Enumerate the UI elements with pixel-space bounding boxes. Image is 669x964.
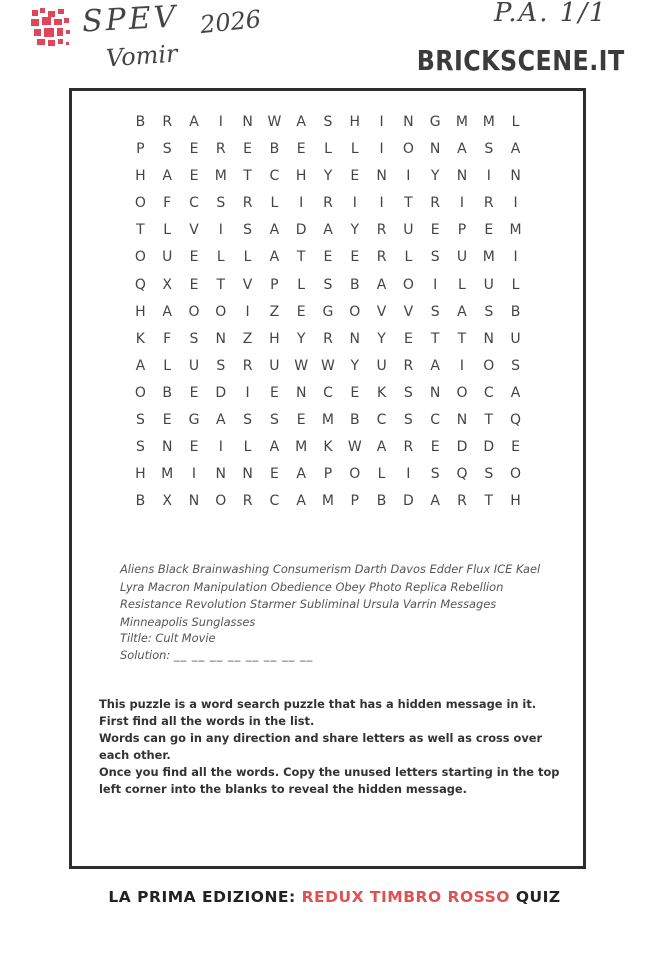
grid-cell: L (350, 141, 359, 158)
grid-cell: Y (377, 330, 386, 347)
grid-cell: R (376, 249, 387, 266)
grid-cell: V (242, 276, 253, 293)
grid-cell: L (216, 249, 225, 266)
grid-cell: L (324, 141, 332, 158)
grid-cell: A (430, 493, 440, 510)
grid-cell: P (457, 222, 467, 239)
grid-cell: A (430, 357, 440, 374)
grid-cell: C (483, 384, 494, 401)
grid-cell: H (510, 493, 521, 510)
grid-cell: B (349, 276, 360, 293)
grid-cell: A (162, 168, 172, 185)
grid-cell: R (376, 222, 387, 239)
grid-cell: A (162, 303, 172, 320)
grid-cell: N (161, 439, 173, 456)
grid-cell: F (163, 195, 172, 212)
grid-cell: A (216, 412, 226, 429)
grid-cell: D (215, 384, 227, 401)
grid-cell: Q (510, 412, 522, 429)
grid-cell: T (430, 330, 440, 347)
puzzle-title: Tiltle: Cult Movie (120, 631, 216, 645)
grid-cell: T (457, 330, 467, 347)
grid-cell: S (484, 303, 494, 320)
grid-cell: D (456, 439, 468, 456)
footer-part-3: QUIZ (509, 888, 561, 906)
grid-cell: I (406, 466, 411, 483)
grid-cell: R (457, 493, 467, 510)
grid-cell: B (135, 114, 146, 130)
grid-cell: N (483, 330, 494, 347)
instructions (99, 696, 569, 798)
grid-cell: S (430, 303, 440, 320)
grid-cell: M (482, 114, 495, 130)
grid-cell: R (242, 195, 253, 212)
solution-blanks: __ __ __ __ __ __ __ __ (173, 648, 314, 662)
grid-cell: O (456, 384, 468, 401)
grid-cell: A (269, 249, 280, 266)
grid-cell: I (513, 195, 518, 212)
grid-cell: U (510, 330, 521, 347)
grid-cell: O (134, 249, 146, 266)
grid-cell: W (321, 357, 335, 374)
grid-cell: M (482, 249, 495, 266)
grid-cell: H (135, 168, 146, 185)
puzzle-frame (69, 88, 586, 869)
handwritten-page-number: P.A. 1/1 (494, 0, 608, 28)
grid-cell: G (322, 303, 334, 320)
grid-cell: S (430, 466, 440, 483)
grid-cell: Y (430, 168, 440, 185)
handwritten-note-1: SPEV (81, 0, 180, 40)
grid-cell: A (510, 141, 521, 158)
grid-cell: R (430, 195, 441, 212)
grid-cell: A (376, 439, 387, 456)
grid-cell: V (376, 303, 387, 320)
grid-cell: G (188, 412, 200, 429)
handwritten-year: 2026 (198, 4, 263, 40)
footer-part-1: LA PRIMA EDIZIONE: (108, 888, 302, 906)
grid-cell: E (189, 249, 199, 266)
grid-cell: I (218, 222, 223, 239)
grid-cell: P (350, 493, 359, 510)
grid-cell: L (458, 276, 466, 293)
grid-cell: M (295, 439, 308, 456)
footer-part-2: REDUX TIMBRO ROSSO (301, 888, 510, 906)
grid-cell: A (376, 276, 387, 293)
grid-cell: M (509, 222, 522, 239)
grid-cell: Y (296, 330, 306, 347)
solution-label: Solution: (120, 648, 171, 662)
grid-cell: S (243, 412, 253, 429)
grid-cell: N (215, 466, 227, 483)
word-list: Aliens Black Brainwashing Consumerism Darth Davos Edder Flux ICE Kael Lyra Macron Manipulation Obedience Obey Photo Replica Rebellion Resistance Revolution Starmer Subliminal Ursula Varrin Messages Minneapolis Sunglasses (120, 562, 541, 629)
grid-cell: W (347, 439, 362, 456)
grid-cell: O (483, 357, 495, 374)
grid-cell: A (296, 493, 306, 510)
grid-cell: I (406, 168, 411, 185)
grid-cell: N (188, 493, 200, 510)
grid-cell: C (376, 412, 387, 429)
grid-cell: N (456, 168, 468, 185)
grid-cell: H (135, 466, 146, 483)
grid-cell: O (349, 466, 361, 483)
grid-cell: O (215, 493, 227, 510)
grid-cell: E (350, 168, 360, 185)
grid-cell: P (136, 141, 145, 158)
footer-banner (0, 888, 669, 906)
brand-logo: BRICKSCENE.IT (417, 44, 625, 77)
grid-cell: E (296, 412, 306, 429)
grid-cell: E (162, 412, 172, 429)
grid-cell: A (296, 114, 306, 130)
grid-cell: E (511, 439, 520, 456)
grid-cell: B (376, 493, 387, 510)
grid-cell: Z (269, 303, 280, 320)
grid-cell: L (297, 276, 306, 293)
grid-cell: W (294, 357, 309, 374)
grid-cell: R (162, 114, 173, 130)
grid-cell: M (214, 168, 227, 185)
grid-cell: N (429, 141, 441, 158)
grid-cell: N (456, 412, 468, 429)
grid-cell: L (163, 222, 172, 239)
grid-cell: Q (456, 466, 468, 483)
grid-cell: M (321, 412, 335, 429)
grid-cell: H (349, 114, 361, 130)
grid-cell: E (189, 168, 199, 185)
grid-cell: I (379, 141, 384, 158)
grid-cell: P (270, 276, 279, 293)
grid-cell: D (402, 493, 414, 510)
grid-cell: L (377, 466, 386, 483)
grid-cell: S (484, 466, 494, 483)
grid-cell: B (510, 303, 521, 320)
grid-cell: E (350, 249, 360, 266)
grid-cell: L (511, 114, 520, 130)
grid-cell: S (323, 114, 333, 130)
grid-cell: S (430, 249, 440, 266)
grid-cell: I (513, 249, 518, 266)
grid-cell: R (323, 330, 333, 347)
grid-cell: N (349, 330, 361, 347)
grid-cell: P (323, 466, 333, 483)
grid-cell: W (267, 114, 282, 130)
grid-cell: O (134, 384, 146, 401)
instruction-line: Once you find all the words. Copy the unused letters starting in the top left corner into the blanks to reveal the hidden message. (99, 765, 560, 796)
grid-cell: I (245, 303, 250, 320)
grid-cell: C (269, 168, 280, 185)
grid-cell: Y (323, 168, 333, 185)
grid-cell: A (457, 303, 467, 320)
grid-cell: T (296, 249, 306, 266)
grid-cell: A (269, 439, 280, 456)
grid-cell: T (136, 222, 145, 239)
grid-cell: N (242, 114, 253, 130)
grid-cell: S (243, 222, 253, 239)
grid-cell: B (269, 141, 280, 158)
grid-cell: R (323, 195, 333, 212)
grid-cell: A (457, 141, 467, 158)
grid-cell: S (269, 412, 279, 429)
grid-cell: U (456, 249, 468, 266)
grid-cell: N (376, 168, 387, 185)
grid-cell: O (402, 276, 414, 293)
grid-cell: S (216, 357, 226, 374)
grid-cell: A (269, 222, 280, 239)
grid-cell: L (163, 357, 172, 374)
grid-cell: S (484, 141, 494, 158)
grid-cell: M (455, 114, 468, 130)
grid-cell: U (269, 357, 280, 374)
grid-cell: O (215, 303, 227, 320)
grid-cell: E (296, 303, 306, 320)
instruction-line: This puzzle is a word search puzzle that has a hidden message in it. (99, 697, 537, 711)
grid-cell: R (242, 357, 253, 374)
grid-cell: U (188, 357, 200, 374)
grid-cell: K (135, 330, 145, 347)
grid-cell: R (242, 493, 253, 510)
grid-cell: A (189, 114, 199, 130)
grid-cell: L (270, 195, 279, 212)
grid-cell: S (216, 195, 226, 212)
grid-cell: S (162, 141, 172, 158)
grid-cell: E (189, 141, 199, 158)
grid-cell: S (189, 330, 199, 347)
grid-cell: B (162, 384, 172, 401)
grid-cell: A (135, 357, 146, 374)
grid-cell: U (483, 276, 494, 293)
grid-cell: E (430, 439, 440, 456)
grid-cell: I (245, 384, 250, 401)
grid-cell: U (403, 222, 414, 239)
grid-cell: Q (134, 276, 146, 293)
grid-cell: E (269, 466, 279, 483)
grid-cell: C (269, 493, 280, 510)
grid-cell: I (379, 195, 384, 212)
grid-cell: U (162, 249, 173, 266)
grid-cell: A (296, 466, 306, 483)
word-search-grid (127, 109, 529, 515)
grid-cell: R (483, 195, 494, 212)
grid-cell: L (243, 249, 252, 266)
instruction-line: First find all the words in the list. (99, 714, 315, 728)
grid-cell: T (404, 195, 413, 212)
grid-cell: D (295, 222, 307, 239)
grid-cell: O (349, 303, 361, 320)
grid-cell: V (189, 222, 199, 239)
grid-cell: R (215, 141, 226, 158)
grid-cell: L (511, 276, 520, 293)
grid-cell: I (486, 168, 491, 185)
grid-cell: I (218, 439, 223, 456)
grid-cell: S (135, 412, 145, 429)
grid-cell: Z (242, 330, 253, 347)
grid-cell: E (350, 384, 360, 401)
grid-cell: E (430, 222, 440, 239)
grid-cell: E (189, 439, 199, 456)
grid-cell: E (269, 384, 279, 401)
grid-cell: H (269, 330, 280, 347)
grid-cell: T (484, 493, 494, 510)
grid-cell: S (323, 276, 333, 293)
grid-cell: A (323, 222, 333, 239)
grid-cell: K (323, 439, 333, 456)
grid-cell: D (483, 439, 495, 456)
grid-cell: R (403, 439, 414, 456)
grid-cell: M (321, 493, 335, 510)
grid-cell: E (243, 141, 253, 158)
grid-cell: U (376, 357, 387, 374)
grid-cell: R (403, 357, 414, 374)
grid-cell: A (510, 384, 521, 401)
red-stamp-icon (28, 6, 74, 52)
grid-cell: S (403, 384, 413, 401)
grid-cell: I (352, 195, 357, 212)
solution-line (120, 648, 313, 662)
grid-cell: K (376, 384, 387, 401)
handwritten-note-2: Vomir (105, 39, 179, 73)
grid-cell: G (429, 114, 441, 130)
grid-cell: O (402, 141, 414, 158)
grid-cell: I (459, 195, 465, 212)
grid-cell: E (189, 384, 199, 401)
grid-cell: X (162, 493, 172, 510)
grid-cell: O (510, 466, 522, 483)
grid-cell: S (403, 412, 413, 429)
grid-cell: Y (350, 357, 360, 374)
grid-cell: B (135, 493, 146, 510)
grid-cell: E (484, 222, 494, 239)
grid-cell: N (215, 330, 227, 347)
grid-cell: Y (350, 222, 360, 239)
grid-cell: S (135, 439, 145, 456)
instruction-line: Words can go in any direction and share letters as well as cross over each other. (99, 731, 543, 762)
grid-cell: I (459, 357, 465, 374)
grid-cell: N (295, 384, 307, 401)
grid-cell: E (189, 276, 199, 293)
grid-cell: T (243, 168, 252, 185)
grid-cell: E (296, 141, 306, 158)
grid-cell: S (511, 357, 520, 374)
grid-cell: C (430, 412, 441, 429)
grid-cell: N (242, 466, 253, 483)
grid-cell: I (218, 114, 223, 130)
grid-cell: N (403, 114, 414, 130)
grid-cell: I (299, 195, 304, 212)
grid-cell: C (323, 384, 333, 401)
grid-cell: M (161, 466, 174, 483)
grid-cell: H (135, 303, 146, 320)
grid-cell: I (191, 466, 197, 483)
grid-cell: H (295, 168, 307, 185)
grid-cell: L (243, 439, 252, 456)
grid-cell: I (379, 114, 384, 130)
grid-cell: F (163, 330, 172, 347)
grid-cell: N (429, 384, 441, 401)
grid-cell: E (403, 330, 413, 347)
grid-cell: I (433, 276, 438, 293)
grid-cell: X (162, 276, 172, 293)
grid-cell: C (189, 195, 199, 212)
grid-cell: N (510, 168, 521, 185)
grid-cell: E (323, 249, 333, 266)
grid-cell: T (216, 276, 226, 293)
grid-cell: O (134, 195, 146, 212)
grid-cell: O (188, 303, 200, 320)
grid-cell: V (403, 303, 414, 320)
grid-cell: B (349, 412, 360, 429)
grid-cell: L (404, 249, 413, 266)
grid-cell: T (484, 412, 494, 429)
